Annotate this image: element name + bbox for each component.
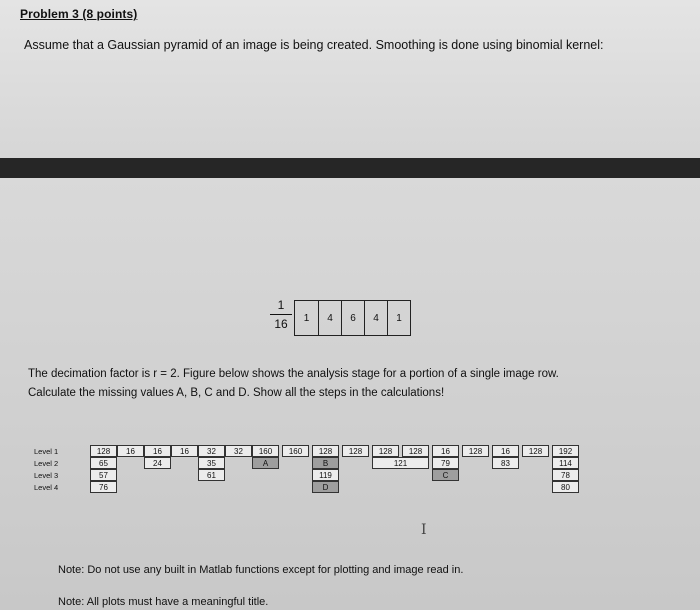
pyramid-cell: 121 — [372, 457, 429, 469]
kernel-cell: 1 — [387, 301, 410, 335]
section-divider — [0, 158, 700, 178]
pyramid-cell: 128 — [342, 445, 369, 457]
kernel-cell: 6 — [341, 301, 364, 335]
pyramid-cell: 76 — [90, 481, 117, 493]
pyramid-cell: 32 — [225, 445, 252, 457]
pyramid-cell: 83 — [492, 457, 519, 469]
pyramid-cell: 128 — [522, 445, 549, 457]
pyramid-cell: 24 — [144, 457, 171, 469]
level-label: Level 3 — [34, 471, 59, 480]
unknown-value-cell: A — [252, 457, 279, 469]
pyramid-cell: 35 — [198, 457, 225, 469]
pyramid-cell: 61 — [198, 469, 225, 481]
pyramid-cell: 119 — [312, 469, 339, 481]
level-label: Level 4 — [34, 483, 59, 492]
pyramid-cell: 16 — [432, 445, 459, 457]
pyramid-cell: 128 — [402, 445, 429, 457]
unknown-value-cell: D — [312, 481, 339, 493]
intro-text: Assume that a Gaussian pyramid of an image is being created. Smoothing is done using binomial kernel: — [24, 38, 604, 52]
kernel-cell: 1 — [303, 312, 310, 324]
kernel-denominator: 16 — [274, 317, 288, 331]
pyramid-cell: 128 — [312, 445, 339, 457]
pyramid-cell: 79 — [432, 457, 459, 469]
kernel-cells — [294, 300, 411, 336]
pyramid-cell: 78 — [552, 469, 579, 481]
task-text: Calculate the missing values A, B, C and D. Show all the steps in the calculations! — [28, 387, 445, 399]
pyramid-cell: 80 — [552, 481, 579, 493]
text-cursor-icon: I — [421, 522, 427, 538]
unknown-value-cell: B — [312, 457, 339, 469]
unknown-value-cell: C — [432, 469, 459, 481]
pyramid-cell: 16 — [117, 445, 144, 457]
kernel-fraction — [270, 298, 292, 331]
problem-heading: Problem 3 (8 points) — [20, 7, 138, 21]
kernel-cell: 4 — [318, 301, 341, 335]
pyramid-cell: 32 — [198, 445, 225, 457]
pyramid-cell: 16 — [171, 445, 198, 457]
fraction-bar — [270, 314, 292, 315]
pyramid-cell: 160 — [252, 445, 279, 457]
pyramid-cell: 57 — [90, 469, 117, 481]
pyramid-cell: 160 — [282, 445, 309, 457]
pyramid-cell: 114 — [552, 457, 579, 469]
decimation-text: The decimation factor is r = 2. Figure below shows the analysis stage for a portion of a single image row. — [28, 368, 559, 380]
pyramid-cell: 128 — [372, 445, 399, 457]
note-plots: Note: All plots must have a meaningful title. — [58, 596, 269, 608]
level-label: Level 1 — [34, 447, 59, 456]
note-matlab: Note: Do not use any built in Matlab functions except for plotting and image read in. — [58, 564, 464, 576]
kernel-cell: 4 — [364, 301, 387, 335]
kernel-numerator: 1 — [277, 298, 285, 312]
pyramid-cell: 16 — [144, 445, 171, 457]
level-label: Level 2 — [34, 459, 59, 468]
pyramid-cell: 65 — [90, 457, 117, 469]
pyramid-cell: 128 — [90, 445, 117, 457]
pyramid-cell: 16 — [492, 445, 519, 457]
pyramid-cell: 128 — [462, 445, 489, 457]
pyramid-cell: 192 — [552, 445, 579, 457]
problem-header-panel — [0, 0, 700, 158]
